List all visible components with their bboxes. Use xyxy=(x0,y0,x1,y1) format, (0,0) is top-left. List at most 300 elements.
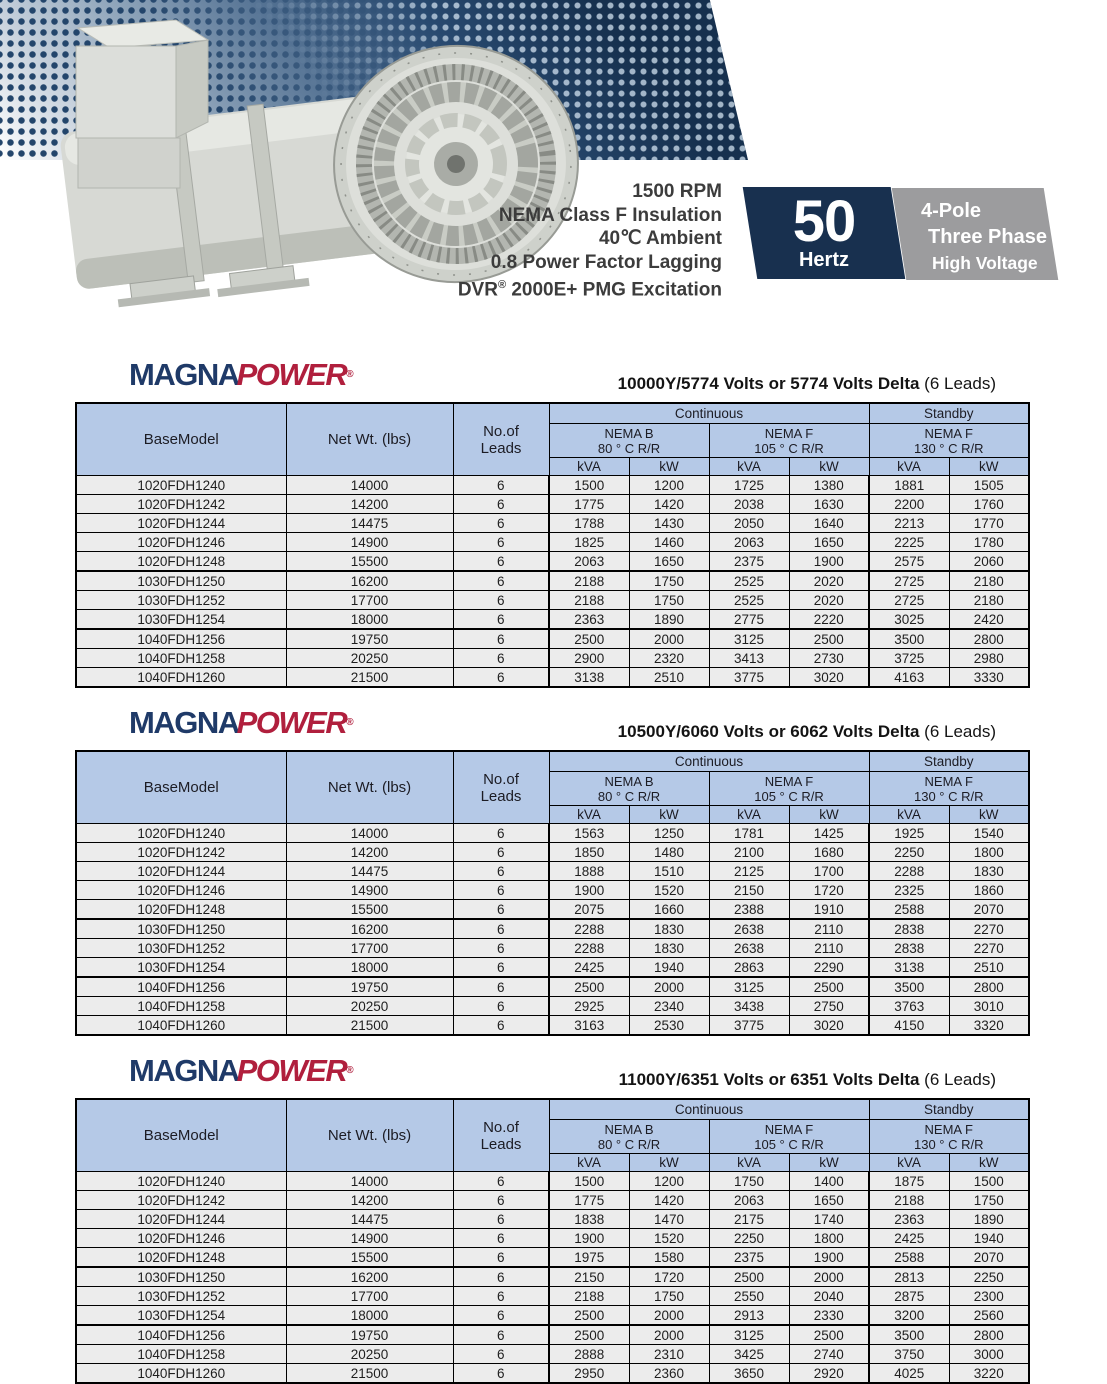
value-cell: 21500 xyxy=(286,1364,453,1384)
value-cell: 2813 xyxy=(869,1267,949,1287)
value-cell: 3500 xyxy=(869,977,949,997)
col-header-kva: kVA xyxy=(869,458,949,476)
value-cell: 1725 xyxy=(709,476,789,495)
value-cell: 2150 xyxy=(549,1267,629,1287)
col-header-kva: kVA xyxy=(709,458,789,476)
value-cell: 1830 xyxy=(949,862,1029,881)
value-cell: 1720 xyxy=(629,1267,709,1287)
pole-line: Three Phase xyxy=(928,226,1047,248)
value-cell: 2500 xyxy=(549,1325,629,1345)
value-cell: 3500 xyxy=(869,629,949,649)
value-cell: 1900 xyxy=(789,1248,869,1268)
table-row xyxy=(76,862,1029,881)
value-cell: 2638 xyxy=(709,919,789,939)
col-header-nema-b: NEMA B 80 ° C R/R xyxy=(549,424,709,458)
table-row xyxy=(76,1345,1029,1364)
value-cell: 2075 xyxy=(549,900,629,920)
value-cell: 1470 xyxy=(629,1210,709,1229)
value-cell: 2200 xyxy=(869,495,949,514)
value-cell: 1875 xyxy=(869,1172,949,1191)
value-cell: 19750 xyxy=(286,977,453,997)
value-cell: 1750 xyxy=(629,591,709,610)
value-cell: 14475 xyxy=(286,514,453,533)
value-cell: 1825 xyxy=(549,533,629,552)
value-cell: 1900 xyxy=(789,552,869,572)
frequency-unit: Hertz xyxy=(798,249,849,271)
value-cell: 6 xyxy=(453,1016,549,1036)
col-header-continuous: Continuous xyxy=(549,403,869,424)
value-cell: 2425 xyxy=(869,1229,949,1248)
value-cell: 2500 xyxy=(789,629,869,649)
table-row xyxy=(76,533,1029,552)
value-cell: 2363 xyxy=(549,610,629,630)
value-cell: 2913 xyxy=(709,1306,789,1326)
value-cell: 3775 xyxy=(709,1016,789,1036)
base-model-cell: 1020FDH1244 xyxy=(76,862,286,881)
voltage-section-3 xyxy=(75,1042,1028,1384)
value-cell: 1505 xyxy=(949,476,1029,495)
table-row xyxy=(76,997,1029,1016)
col-header-basemodel: BaseModel xyxy=(76,1099,286,1172)
col-header-netwt: Net Wt. (lbs) xyxy=(286,1099,453,1172)
value-cell: 1580 xyxy=(629,1248,709,1268)
value-cell: 6 xyxy=(453,1364,549,1384)
col-header-kw: kW xyxy=(949,458,1029,476)
value-cell: 1888 xyxy=(549,862,629,881)
table-row xyxy=(76,1229,1029,1248)
value-cell: 17700 xyxy=(286,939,453,958)
base-model-cell: 1040FDH1258 xyxy=(76,997,286,1016)
base-model-cell: 1030FDH1254 xyxy=(76,610,286,630)
base-model-cell: 1020FDH1240 xyxy=(76,1172,286,1191)
value-cell: 1881 xyxy=(869,476,949,495)
registered-mark-icon: ® xyxy=(346,1065,354,1076)
value-cell: 16200 xyxy=(286,571,453,591)
col-header-kw: kW xyxy=(629,806,709,824)
value-cell: 3775 xyxy=(709,668,789,688)
value-cell: 6 xyxy=(453,1325,549,1345)
value-cell: 1563 xyxy=(549,824,629,843)
value-cell: 14900 xyxy=(286,533,453,552)
base-model-cell: 1040FDH1260 xyxy=(76,668,286,688)
value-cell: 2740 xyxy=(789,1345,869,1364)
value-cell: 6 xyxy=(453,977,549,997)
value-cell: 21500 xyxy=(286,1016,453,1036)
value-cell: 3750 xyxy=(869,1345,949,1364)
value-cell: 18000 xyxy=(286,958,453,978)
value-cell: 2638 xyxy=(709,939,789,958)
base-model-cell: 1040FDH1260 xyxy=(76,1016,286,1036)
value-cell: 6 xyxy=(453,824,549,843)
value-cell: 2500 xyxy=(709,1267,789,1287)
value-cell: 1940 xyxy=(949,1229,1029,1248)
value-cell: 1650 xyxy=(629,552,709,572)
base-model-cell: 1020FDH1244 xyxy=(76,514,286,533)
base-model-cell: 1030FDH1252 xyxy=(76,1287,286,1306)
value-cell: 2900 xyxy=(549,649,629,668)
table-row xyxy=(76,1172,1029,1191)
table-body xyxy=(76,824,1029,1036)
value-cell: 2863 xyxy=(709,958,789,978)
spec-line: DVR® 2000E+ PMG Excitation xyxy=(457,279,722,301)
spec-line: 40℃ Ambient xyxy=(598,228,722,249)
value-cell: 1540 xyxy=(949,824,1029,843)
value-cell: 16200 xyxy=(286,919,453,939)
value-cell: 2500 xyxy=(549,1306,629,1326)
value-cell: 2270 xyxy=(949,939,1029,958)
value-cell: 3138 xyxy=(549,668,629,688)
value-cell: 1830 xyxy=(629,919,709,939)
value-cell: 15500 xyxy=(286,900,453,920)
value-cell: 1650 xyxy=(789,1191,869,1210)
table-row xyxy=(76,1210,1029,1229)
voltage-section-2 xyxy=(75,694,1028,1036)
col-header-leads: No.of Leads xyxy=(453,403,549,476)
value-cell: 1780 xyxy=(949,533,1029,552)
value-cell: 1838 xyxy=(549,1210,629,1229)
value-cell: 2330 xyxy=(789,1306,869,1326)
col-header-nema-b: NEMA B 80 ° C R/R xyxy=(549,1120,709,1154)
value-cell: 3763 xyxy=(869,997,949,1016)
value-cell: 2060 xyxy=(949,552,1029,572)
value-cell: 3320 xyxy=(949,1016,1029,1036)
value-cell: 2875 xyxy=(869,1287,949,1306)
base-model-cell: 1030FDH1252 xyxy=(76,939,286,958)
value-cell: 14200 xyxy=(286,843,453,862)
value-cell: 1420 xyxy=(629,495,709,514)
base-model-cell: 1020FDH1248 xyxy=(76,552,286,572)
value-cell: 14900 xyxy=(286,881,453,900)
value-cell: 2063 xyxy=(549,552,629,572)
value-cell: 1425 xyxy=(789,824,869,843)
spec-line: 0.8 Power Factor Lagging xyxy=(490,251,722,273)
table-row xyxy=(76,1325,1029,1345)
value-cell: 1700 xyxy=(789,862,869,881)
value-cell: 2038 xyxy=(709,495,789,514)
table-row xyxy=(76,1248,1029,1268)
value-cell: 2188 xyxy=(549,571,629,591)
value-cell: 1830 xyxy=(629,939,709,958)
value-cell: 1750 xyxy=(629,571,709,591)
value-cell: 1500 xyxy=(549,476,629,495)
registered-mark-icon: ® xyxy=(346,369,354,380)
value-cell: 3125 xyxy=(709,1325,789,1345)
value-cell: 3125 xyxy=(709,977,789,997)
value-cell: 6 xyxy=(453,862,549,881)
col-header-kw: kW xyxy=(789,806,869,824)
registered-mark-icon: ® xyxy=(346,717,354,728)
value-cell: 17700 xyxy=(286,591,453,610)
value-cell: 3500 xyxy=(869,1325,949,1345)
table-title: 10500Y/6060 Volts or 6062 Volts Delta (6 Leads) xyxy=(617,722,996,741)
value-cell: 3125 xyxy=(709,629,789,649)
value-cell: 14000 xyxy=(286,476,453,495)
value-cell: 6 xyxy=(453,939,549,958)
pole-line: 4-Pole xyxy=(921,200,982,222)
base-model-cell: 1020FDH1240 xyxy=(76,476,286,495)
value-cell: 2070 xyxy=(949,900,1029,920)
value-cell: 19750 xyxy=(286,1325,453,1345)
value-cell: 1520 xyxy=(629,1229,709,1248)
value-cell: 2525 xyxy=(709,591,789,610)
col-header-nema-f130: NEMA F 130 ° C R/R xyxy=(869,772,1029,806)
col-header-netwt: Net Wt. (lbs) xyxy=(286,403,453,476)
value-cell: 2750 xyxy=(789,997,869,1016)
col-header-continuous: Continuous xyxy=(549,751,869,772)
value-cell: 2888 xyxy=(549,1345,629,1364)
value-cell: 6 xyxy=(453,476,549,495)
table-row xyxy=(76,1287,1029,1306)
value-cell: 2838 xyxy=(869,939,949,958)
value-cell: 4163 xyxy=(869,668,949,688)
value-cell: 2500 xyxy=(549,629,629,649)
value-cell: 3413 xyxy=(709,649,789,668)
base-model-cell: 1030FDH1250 xyxy=(76,571,286,591)
value-cell: 3000 xyxy=(949,1345,1029,1364)
value-cell: 2180 xyxy=(949,591,1029,610)
table-row xyxy=(76,495,1029,514)
value-cell: 2500 xyxy=(789,977,869,997)
value-cell: 2063 xyxy=(709,1191,789,1210)
value-cell: 1910 xyxy=(789,900,869,920)
base-model-cell: 1040FDH1256 xyxy=(76,977,286,997)
value-cell: 3650 xyxy=(709,1364,789,1384)
value-cell: 2725 xyxy=(869,571,949,591)
base-model-cell: 1020FDH1240 xyxy=(76,824,286,843)
col-header-kw: kW xyxy=(629,1154,709,1172)
table-row xyxy=(76,591,1029,610)
value-cell: 1640 xyxy=(789,514,869,533)
value-cell: 14475 xyxy=(286,862,453,881)
value-cell: 3010 xyxy=(949,997,1029,1016)
value-cell: 1420 xyxy=(629,1191,709,1210)
value-cell: 2325 xyxy=(869,881,949,900)
value-cell: 6 xyxy=(453,1345,549,1364)
value-cell: 1800 xyxy=(949,843,1029,862)
value-cell: 2225 xyxy=(869,533,949,552)
col-header-kw: kW xyxy=(949,1154,1029,1172)
col-header-nema-b: NEMA B 80 ° C R/R xyxy=(549,772,709,806)
value-cell: 2560 xyxy=(949,1306,1029,1326)
value-cell: 1850 xyxy=(549,843,629,862)
col-header-kva: kVA xyxy=(709,806,789,824)
value-cell: 2980 xyxy=(949,649,1029,668)
table-header xyxy=(76,403,1029,476)
pole-badge xyxy=(892,188,1059,280)
base-model-cell: 1020FDH1242 xyxy=(76,495,286,514)
value-cell: 2588 xyxy=(869,1248,949,1268)
spec-list xyxy=(458,180,722,302)
table-row xyxy=(76,571,1029,591)
value-cell: 2775 xyxy=(709,610,789,630)
base-model-cell: 1020FDH1246 xyxy=(76,1229,286,1248)
value-cell: 3200 xyxy=(869,1306,949,1326)
table-row xyxy=(76,900,1029,920)
voltage-section-1 xyxy=(75,346,1028,688)
value-cell: 2310 xyxy=(629,1345,709,1364)
registered-mark-icon: ® xyxy=(497,279,507,291)
ratings-table xyxy=(75,1098,1030,1384)
col-header-nema-f105: NEMA F 105 ° C R/R xyxy=(709,1120,869,1154)
value-cell: 1510 xyxy=(629,862,709,881)
value-cell: 6 xyxy=(453,629,549,649)
value-cell: 6 xyxy=(453,997,549,1016)
base-model-cell: 1040FDH1258 xyxy=(76,1345,286,1364)
value-cell: 2040 xyxy=(789,1287,869,1306)
value-cell: 1430 xyxy=(629,514,709,533)
spec-line: NEMA Class F Insulation xyxy=(498,204,722,226)
table-row xyxy=(76,649,1029,668)
value-cell: 2320 xyxy=(629,649,709,668)
value-cell: 18000 xyxy=(286,610,453,630)
value-cell: 3725 xyxy=(869,649,949,668)
table-row xyxy=(76,514,1029,533)
value-cell: 6 xyxy=(453,1172,549,1191)
value-cell: 1460 xyxy=(629,533,709,552)
value-cell: 6 xyxy=(453,649,549,668)
value-cell: 2375 xyxy=(709,552,789,572)
value-cell: 2000 xyxy=(789,1267,869,1287)
value-cell: 6 xyxy=(453,514,549,533)
value-cell: 2838 xyxy=(869,919,949,939)
value-cell: 2288 xyxy=(549,919,629,939)
value-cell: 2100 xyxy=(709,843,789,862)
value-cell: 1750 xyxy=(709,1172,789,1191)
value-cell: 1775 xyxy=(549,495,629,514)
col-header-basemodel: BaseModel xyxy=(76,751,286,824)
value-cell: 6 xyxy=(453,552,549,572)
base-model-cell: 1020FDH1242 xyxy=(76,843,286,862)
table-row xyxy=(76,958,1029,978)
value-cell: 6 xyxy=(453,495,549,514)
col-header-kw: kW xyxy=(949,806,1029,824)
frequency-badge xyxy=(743,187,906,279)
value-cell: 2530 xyxy=(629,1016,709,1036)
value-cell: 3020 xyxy=(789,668,869,688)
value-cell: 14475 xyxy=(286,1210,453,1229)
table-body xyxy=(76,1172,1029,1384)
value-cell: 1200 xyxy=(629,476,709,495)
value-cell: 2360 xyxy=(629,1364,709,1384)
value-cell: 2420 xyxy=(949,610,1029,630)
value-cell: 1650 xyxy=(789,533,869,552)
value-cell: 1940 xyxy=(629,958,709,978)
table-row xyxy=(76,919,1029,939)
magnapower-logo: MAGNAPOWER® xyxy=(129,357,354,392)
magnapower-logo: MAGNAPOWER® xyxy=(129,705,354,740)
col-header-standby: Standby xyxy=(869,751,1029,772)
table-row xyxy=(76,1016,1029,1036)
col-header-nema-f130: NEMA F 130 ° C R/R xyxy=(869,1120,1029,1154)
col-header-standby: Standby xyxy=(869,403,1029,424)
value-cell: 21500 xyxy=(286,668,453,688)
col-header-kva: kVA xyxy=(869,1154,949,1172)
value-cell: 15500 xyxy=(286,1248,453,1268)
value-cell: 2290 xyxy=(789,958,869,978)
value-cell: 1900 xyxy=(549,1229,629,1248)
spec-line: 1500 RPM xyxy=(632,181,722,202)
col-header-leads: No.of Leads xyxy=(453,751,549,824)
value-cell: 2920 xyxy=(789,1364,869,1384)
value-cell: 2425 xyxy=(549,958,629,978)
value-cell: 6 xyxy=(453,1210,549,1229)
value-cell: 1975 xyxy=(549,1248,629,1268)
table-row xyxy=(76,610,1029,630)
base-model-cell: 1030FDH1250 xyxy=(76,1267,286,1287)
value-cell: 3020 xyxy=(789,1016,869,1036)
col-header-standby: Standby xyxy=(869,1099,1029,1120)
value-cell: 2188 xyxy=(869,1191,949,1210)
table-row xyxy=(76,1364,1029,1384)
value-cell: 2000 xyxy=(629,977,709,997)
value-cell: 2270 xyxy=(949,919,1029,939)
value-cell: 2510 xyxy=(949,958,1029,978)
value-cell: 2550 xyxy=(709,1287,789,1306)
value-cell: 2510 xyxy=(629,668,709,688)
col-header-nema-f105: NEMA F 105 ° C R/R xyxy=(709,424,869,458)
value-cell: 6 xyxy=(453,571,549,591)
value-cell: 6 xyxy=(453,900,549,920)
table-title: 11000Y/6351 Volts or 6351 Volts Delta (6 Leads) xyxy=(618,1070,996,1089)
table-row xyxy=(76,668,1029,688)
value-cell: 2388 xyxy=(709,900,789,920)
base-model-cell: 1030FDH1250 xyxy=(76,919,286,939)
value-cell: 4025 xyxy=(869,1364,949,1384)
col-header-kva: kVA xyxy=(709,1154,789,1172)
value-cell: 2050 xyxy=(709,514,789,533)
value-cell: 1520 xyxy=(629,881,709,900)
value-cell: 1890 xyxy=(949,1210,1029,1229)
value-cell: 3220 xyxy=(949,1364,1029,1384)
value-cell: 2730 xyxy=(789,649,869,668)
value-cell: 2213 xyxy=(869,514,949,533)
value-cell: 1680 xyxy=(789,843,869,862)
value-cell: 1775 xyxy=(549,1191,629,1210)
frequency-value: 50 xyxy=(792,189,856,254)
value-cell: 1750 xyxy=(629,1287,709,1306)
value-cell: 6 xyxy=(453,1267,549,1287)
table-header xyxy=(76,1099,1029,1172)
value-cell: 6 xyxy=(453,668,549,688)
value-cell: 2250 xyxy=(869,843,949,862)
value-cell: 2288 xyxy=(549,939,629,958)
value-cell: 6 xyxy=(453,843,549,862)
value-cell: 2110 xyxy=(789,919,869,939)
value-cell: 2220 xyxy=(789,610,869,630)
value-cell: 1200 xyxy=(629,1172,709,1191)
value-cell: 17700 xyxy=(286,1287,453,1306)
value-cell: 3163 xyxy=(549,1016,629,1036)
table-row xyxy=(76,1306,1029,1326)
base-model-cell: 1020FDH1244 xyxy=(76,1210,286,1229)
col-header-kva: kVA xyxy=(549,806,629,824)
value-cell: 2588 xyxy=(869,900,949,920)
base-model-cell: 1030FDH1252 xyxy=(76,591,286,610)
value-cell: 6 xyxy=(453,1248,549,1268)
value-cell: 14200 xyxy=(286,1191,453,1210)
col-header-kw: kW xyxy=(789,458,869,476)
base-model-cell: 1020FDH1242 xyxy=(76,1191,286,1210)
base-model-cell: 1040FDH1258 xyxy=(76,649,286,668)
base-model-cell: 1040FDH1256 xyxy=(76,629,286,649)
value-cell: 6 xyxy=(453,919,549,939)
value-cell: 6 xyxy=(453,610,549,630)
table-row xyxy=(76,552,1029,572)
value-cell: 3425 xyxy=(709,1345,789,1364)
value-cell: 1400 xyxy=(789,1172,869,1191)
value-cell: 2525 xyxy=(709,571,789,591)
value-cell: 2000 xyxy=(629,629,709,649)
